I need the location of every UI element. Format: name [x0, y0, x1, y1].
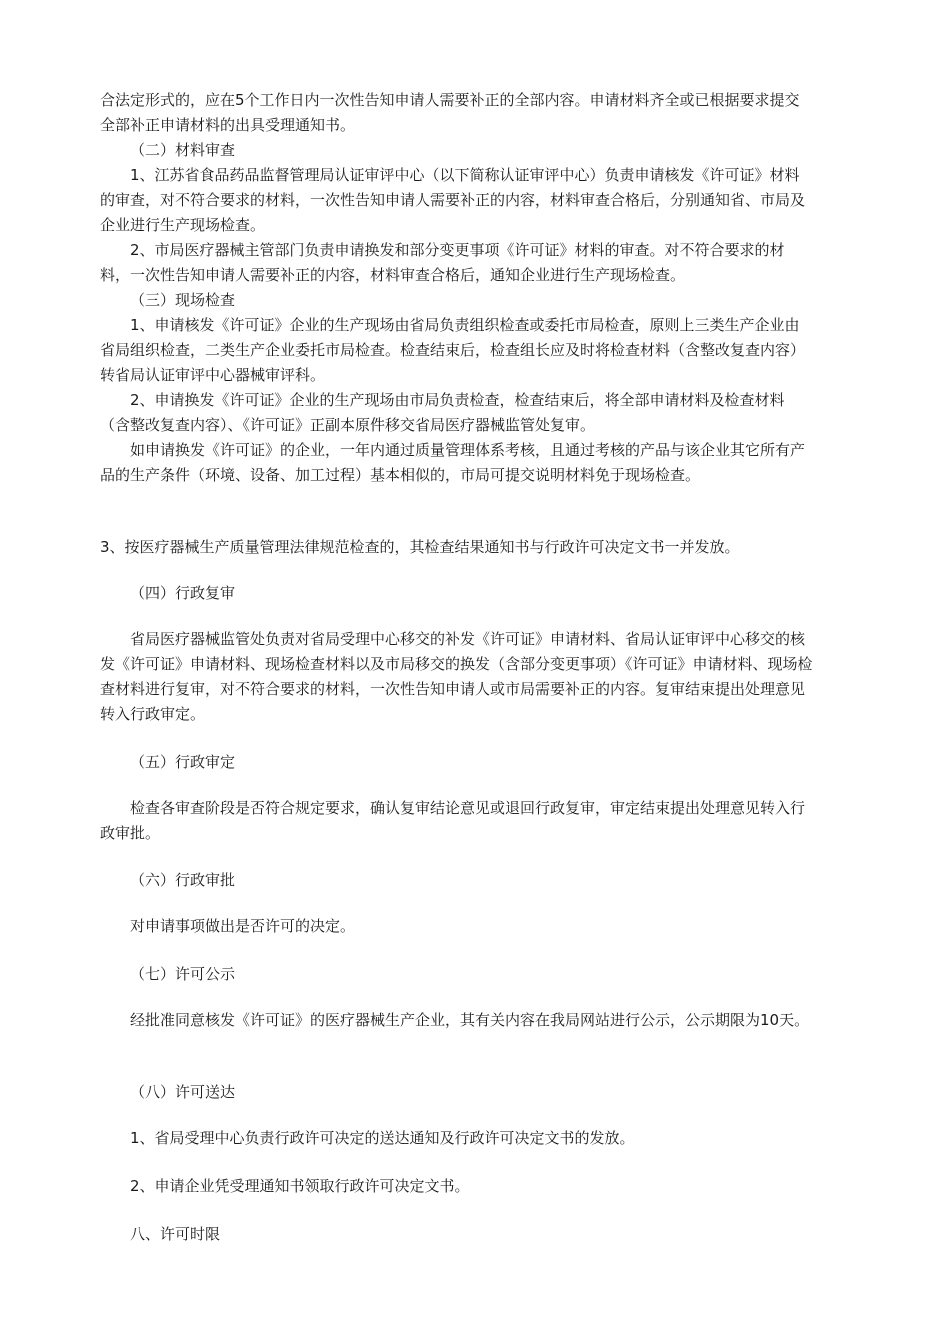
paragraph-delivery-2: 2、申请企业凭受理通知书领取行政许可决定文书。 [130, 1177, 470, 1195]
paragraph-review-1: 1、江苏省食品药品监督管理局认证审评中心（以下简称认证审评中心）负责申请核发《许可证》材料的审查，对不符合要求的材料，一次性告知申请人需要补正的内容，材料审查合格后，分别通知省、市局及企业进行生产现场检查。 [100, 166, 806, 234]
heading-license-publicity: （七）许可公示 [130, 965, 236, 983]
paragraph-inspection-2: 2、申请换发《许可证》企业的生产现场由市局负责检查，检查结束后，将全部申请材料及检查材料（含整改复查内容）、《许可证》正副本原件移交省局医疗器械监管处复审。 [100, 391, 785, 434]
paragraph-administrative-approval: 对申请事项做出是否许可的决定。 [130, 917, 356, 935]
paragraph-inspection-3: 3、按医疗器械生产质量管理法律规范检查的，其检查结果通知书与行政许可决定文书一并发放。 [100, 538, 740, 556]
paragraph-inspection-1: 1、申请核发《许可证》企业的生产现场由省局负责组织检查或委托市局检查，原则上三类生产企业由省局组织检查，二类生产企业委托市局检查。检查结束后，检查组长应及时将检查材料（含整改复查内容）转省局认证审评中心器械审评科。 [100, 316, 806, 384]
heading-administrative-determination: （五）行政审定 [130, 753, 236, 771]
paragraph-license-publicity: 经批准同意核发《许可证》的医疗器械生产企业，其有关内容在我局网站进行公示，公示期限为10天。 [130, 1011, 810, 1029]
heading-material-review: （二）材料审查 [130, 141, 236, 159]
paragraph-inspection-exemption: 如申请换发《许可证》的企业，一年内通过质量管理体系考核，且通过考核的产品与该企业其它所有产品的生产条件（环境、设备、加工过程）基本相似的，市局可提交说明材料免于现场检查。 [100, 441, 806, 484]
heading-site-inspection: （三）现场检查 [130, 291, 236, 309]
heading-license-delivery: （八）许可送达 [130, 1083, 236, 1101]
heading-administrative-review: （四）行政复审 [130, 584, 236, 602]
paragraph-delivery-1: 1、省局受理中心负责行政许可决定的送达通知及行政许可决定文书的发放。 [130, 1129, 635, 1147]
paragraph-review-2: 2、市局医疗器械主管部门负责申请换发和部分变更事项《许可证》材料的审查。对不符合要求的材料，一次性告知申请人需要补正的内容，材料审查合格后，通知企业进行生产现场检查。 [100, 241, 785, 284]
heading-administrative-approval: （六）行政审批 [130, 871, 236, 889]
heading-license-time-limit: 八、许可时限 [130, 1225, 221, 1243]
paragraph-administrative-review: 省局医疗器械监管处负责对省局受理中心移交的补发《许可证》申请材料、省局认证审评中心移交的核发《许可证》申请材料、现场检查材料以及市局移交的换发（含部分变更事项）《许可证》申请材料、现场检查材料进行复审，对不符合要求的材料，一次性告知申请人或市局需要补正的内容。复审结束提出处理意见转入行政审定。 [100, 630, 813, 723]
paragraph-acceptance-notice: 合法定形式的，应在5个工作日内一次性告知申请人需要补正的全部内容。申请材料齐全或已根据要求提交全部补正申请材料的出具受理通知书。 [100, 91, 800, 134]
paragraph-administrative-determination: 检查各审查阶段是否符合规定要求，确认复审结论意见或退回行政复审，审定结束提出处理意见转入行政审批。 [100, 799, 806, 842]
